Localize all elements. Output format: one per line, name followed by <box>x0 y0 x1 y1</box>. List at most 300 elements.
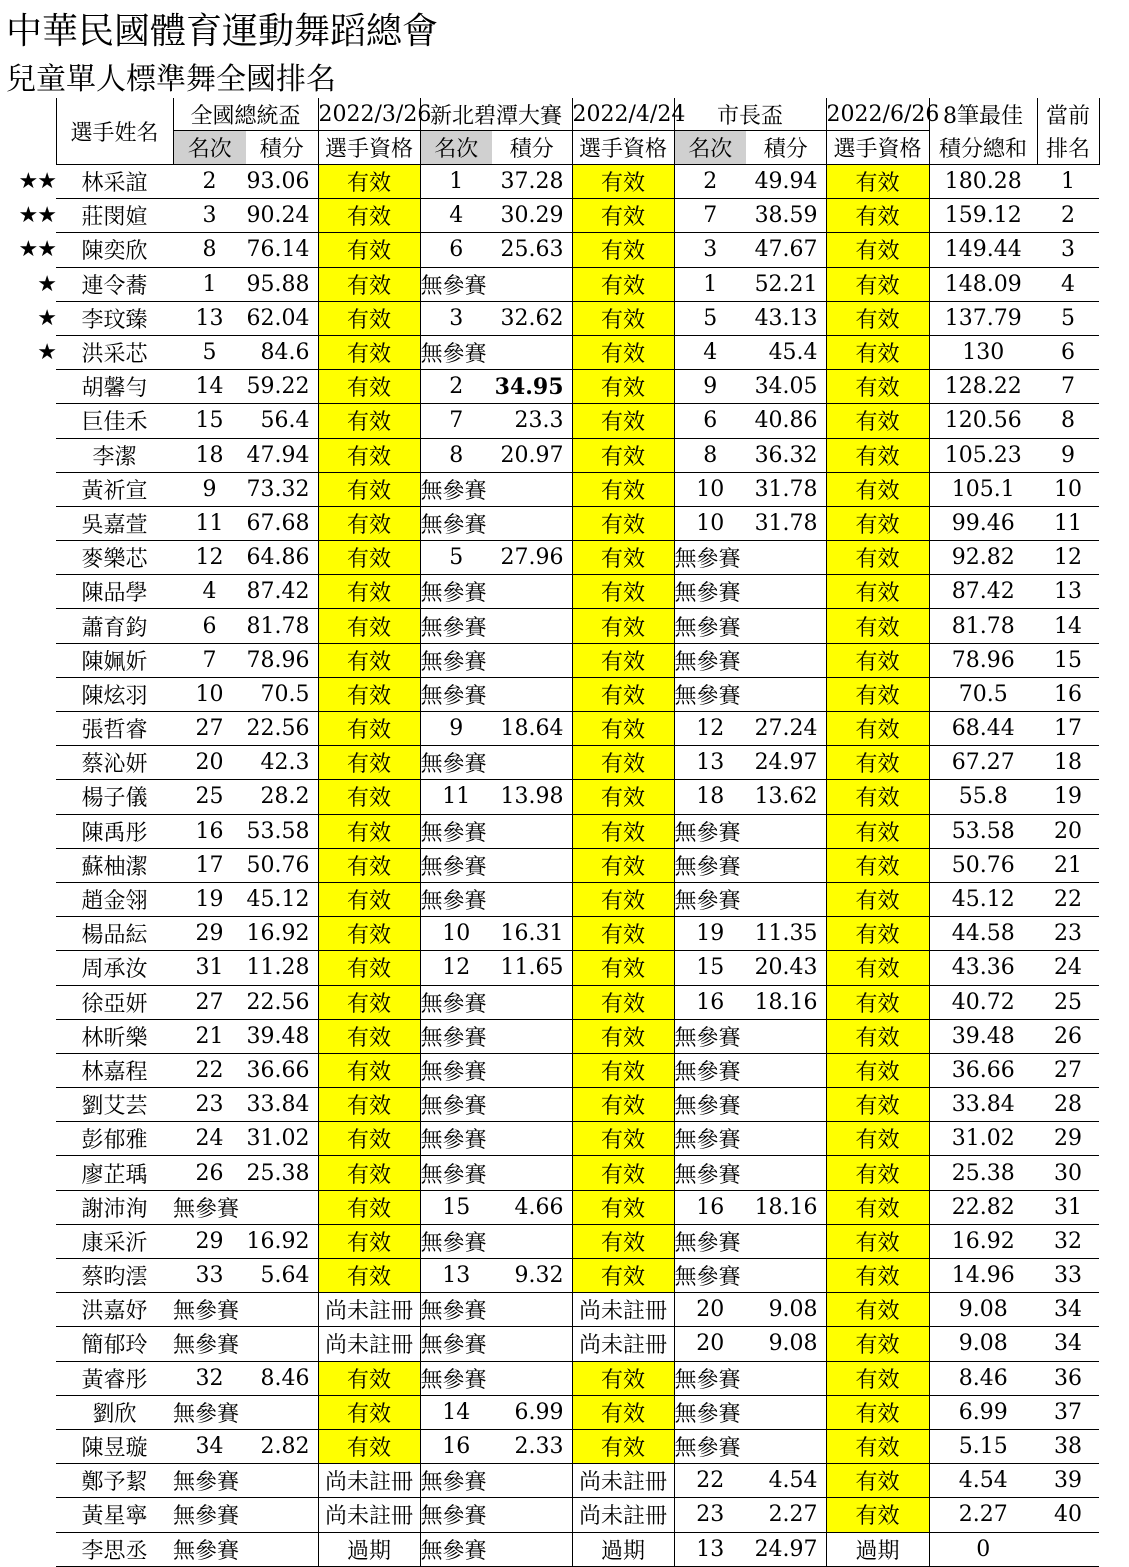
place-1: 26 <box>173 1156 246 1190</box>
status-2: 有效 <box>572 1429 674 1463</box>
player-name: 劉欣 <box>56 1395 173 1429</box>
points-2 <box>492 575 572 609</box>
total-points: 14.96 <box>929 1259 1037 1293</box>
place-3: 20 <box>674 1327 746 1361</box>
points-3 <box>746 1224 826 1258</box>
points-3 <box>746 575 826 609</box>
player-name: 洪采芯 <box>56 335 173 369</box>
current-header: 當前 <box>1037 98 1099 131</box>
total-points: 87.42 <box>929 575 1037 609</box>
points-3: 24.97 <box>746 1532 826 1566</box>
player-name: 陳禹彤 <box>56 814 173 848</box>
place-1: 18 <box>173 438 246 472</box>
player-name: 廖芷瑀 <box>56 1156 173 1190</box>
total-points: 105.23 <box>929 438 1037 472</box>
status-2: 有效 <box>572 267 674 301</box>
place-2: 無參賽 <box>420 609 492 643</box>
player-name: 陳炫羽 <box>56 677 173 711</box>
event1-header: 全國總統盃 <box>173 98 318 131</box>
points-2 <box>492 643 572 677</box>
star-marker <box>0 780 56 814</box>
place-1: 6 <box>173 609 246 643</box>
points-3: 52.21 <box>746 267 826 301</box>
star-marker <box>0 370 56 404</box>
place2-header: 名次 <box>420 131 492 165</box>
status-3: 有效 <box>826 1327 929 1361</box>
points-2: 2.33 <box>492 1429 572 1463</box>
star-marker: ★★ <box>18 203 56 229</box>
place-3: 無參賽 <box>674 1224 746 1258</box>
status-2: 有效 <box>572 1361 674 1395</box>
table-row <box>0 746 1099 780</box>
points-3: 24.97 <box>746 746 826 780</box>
place-2: 無參賽 <box>420 506 492 540</box>
place-3: 無參賽 <box>674 609 746 643</box>
points-3: 11.35 <box>746 917 826 951</box>
place-1: 23 <box>173 1088 246 1122</box>
points-2 <box>492 882 572 916</box>
points-2 <box>492 267 572 301</box>
status-1: 有效 <box>318 404 420 438</box>
total-points: 8.46 <box>929 1361 1037 1395</box>
place-1: 16 <box>173 814 246 848</box>
place3-header: 名次 <box>674 131 746 165</box>
table-row <box>0 233 1099 267</box>
place-1: 31 <box>173 951 246 985</box>
place-3: 無參賽 <box>674 1395 746 1429</box>
status-3: 有效 <box>826 370 929 404</box>
points-3: 18.16 <box>746 985 826 1019</box>
star-marker <box>0 1498 56 1532</box>
status-1: 有效 <box>318 951 420 985</box>
total-points: 2.27 <box>929 1498 1037 1532</box>
table-row <box>0 917 1099 951</box>
place-2: 8 <box>420 438 492 472</box>
place-1: 22 <box>173 1053 246 1087</box>
place-1: 無參賽 <box>173 1395 246 1429</box>
points-3 <box>746 1259 826 1293</box>
place-1: 11 <box>173 506 246 540</box>
points-3: 36.32 <box>746 438 826 472</box>
place-2: 15 <box>420 1190 492 1224</box>
status-2: 有效 <box>572 575 674 609</box>
star-marker: ★★ <box>18 169 56 195</box>
points-3: 49.94 <box>746 165 826 199</box>
place-3: 無參賽 <box>674 1259 746 1293</box>
total-points: 137.79 <box>929 301 1037 335</box>
place-2: 無參賽 <box>420 848 492 882</box>
table-row <box>0 814 1099 848</box>
current-rank: 8 <box>1037 404 1099 438</box>
place-3: 18 <box>674 780 746 814</box>
status-3: 有效 <box>826 233 929 267</box>
current-rank: 5 <box>1037 301 1099 335</box>
star-marker: ★ <box>37 271 56 297</box>
current-rank: 12 <box>1037 541 1099 575</box>
points-2 <box>492 1019 572 1053</box>
player-name: 麥樂芯 <box>56 541 173 575</box>
star-marker <box>0 917 56 951</box>
status-3: 有效 <box>826 1259 929 1293</box>
status-1: 有效 <box>318 438 420 472</box>
current-rank: 4 <box>1037 267 1099 301</box>
place-2: 11 <box>420 780 492 814</box>
place-2: 無參賽 <box>420 985 492 1019</box>
table-row <box>0 609 1099 643</box>
status-3: 有效 <box>826 882 929 916</box>
player-name: 巨佳禾 <box>56 404 173 438</box>
place-1: 21 <box>173 1019 246 1053</box>
points-2: 18.64 <box>492 712 572 746</box>
table-row <box>0 951 1099 985</box>
place-1: 19 <box>173 882 246 916</box>
player-name: 蔡昀澐 <box>56 1259 173 1293</box>
points-2 <box>492 1053 572 1087</box>
points-1: 45.12 <box>246 882 318 916</box>
place-3: 6 <box>674 404 746 438</box>
points-3 <box>746 643 826 677</box>
table-row <box>0 1498 1099 1532</box>
current-rank: 21 <box>1037 848 1099 882</box>
place-1: 25 <box>173 780 246 814</box>
points-3 <box>746 1122 826 1156</box>
points-1: 62.04 <box>246 301 318 335</box>
status-1: 有效 <box>318 370 420 404</box>
star-marker <box>0 951 56 985</box>
best2-header: 積分總和 <box>929 131 1037 165</box>
current-rank: 6 <box>1037 335 1099 369</box>
points-2 <box>492 1156 572 1190</box>
total-points: 92.82 <box>929 541 1037 575</box>
star-marker <box>0 985 56 1019</box>
points-2: 23.3 <box>492 404 572 438</box>
total-points: 148.09 <box>929 267 1037 301</box>
points-2 <box>492 985 572 1019</box>
place-2: 無參賽 <box>420 643 492 677</box>
status-3: 有效 <box>826 575 929 609</box>
status-1: 有效 <box>318 233 420 267</box>
points-2 <box>492 1361 572 1395</box>
player-name: 謝沛洵 <box>56 1190 173 1224</box>
ranking-table <box>0 98 1100 1567</box>
player-name: 徐亞妍 <box>56 985 173 1019</box>
place-2: 無參賽 <box>420 1122 492 1156</box>
status-2: 有效 <box>572 1053 674 1087</box>
points-3: 4.54 <box>746 1464 826 1498</box>
total-points: 149.44 <box>929 233 1037 267</box>
points-1: 78.96 <box>246 643 318 677</box>
table-row <box>0 506 1099 540</box>
status-3: 有效 <box>826 1498 929 1532</box>
points-2 <box>492 1088 572 1122</box>
place-2: 無參賽 <box>420 1361 492 1395</box>
star-marker <box>0 1429 56 1463</box>
points-1 <box>246 1498 318 1532</box>
name-header: 選手姓名 <box>56 98 173 165</box>
status-3: 有效 <box>826 1053 929 1087</box>
table-row <box>0 1053 1099 1087</box>
points-3: 43.13 <box>746 301 826 335</box>
status-2: 有效 <box>572 848 674 882</box>
points-1: 42.3 <box>246 746 318 780</box>
place-1: 無參賽 <box>173 1327 246 1361</box>
table-row <box>0 1327 1099 1361</box>
current-rank: 26 <box>1037 1019 1099 1053</box>
status-2: 有效 <box>572 882 674 916</box>
place-2: 16 <box>420 1429 492 1463</box>
status-1: 有效 <box>318 301 420 335</box>
current-rank: 22 <box>1037 882 1099 916</box>
place-2: 14 <box>420 1395 492 1429</box>
current-rank: 3 <box>1037 233 1099 267</box>
table-row <box>0 301 1099 335</box>
status-2: 有效 <box>572 677 674 711</box>
status-3: 有效 <box>826 780 929 814</box>
status-2: 尚未註冊 <box>572 1464 674 1498</box>
points-1: 31.02 <box>246 1122 318 1156</box>
place-2: 無參賽 <box>420 1053 492 1087</box>
status-1: 有效 <box>318 712 420 746</box>
status-1: 有效 <box>318 575 420 609</box>
total-points: 36.66 <box>929 1053 1037 1087</box>
status-1: 有效 <box>318 985 420 1019</box>
current-rank: 27 <box>1037 1053 1099 1087</box>
place-3: 16 <box>674 985 746 1019</box>
status-1: 有效 <box>318 848 420 882</box>
status-2: 有效 <box>572 506 674 540</box>
status-3: 有效 <box>826 1156 929 1190</box>
points-2: 6.99 <box>492 1395 572 1429</box>
place-3: 19 <box>674 917 746 951</box>
place-2: 無參賽 <box>420 1498 492 1532</box>
star-marker <box>0 677 56 711</box>
place-3: 7 <box>674 199 746 233</box>
points2-header: 積分 <box>492 131 572 165</box>
place-2: 7 <box>420 404 492 438</box>
place-3: 20 <box>674 1293 746 1327</box>
status-3: 有效 <box>826 1429 929 1463</box>
place-2: 無參賽 <box>420 1088 492 1122</box>
place-2: 無參賽 <box>420 746 492 780</box>
place-2: 無參賽 <box>420 677 492 711</box>
player-name: 楊子儀 <box>56 780 173 814</box>
place-2: 無參賽 <box>420 472 492 506</box>
status-1: 有效 <box>318 1361 420 1395</box>
star-marker <box>0 575 56 609</box>
status-2: 有效 <box>572 1259 674 1293</box>
current-rank: 11 <box>1037 506 1099 540</box>
points-1: 73.32 <box>246 472 318 506</box>
points-3: 31.78 <box>746 506 826 540</box>
points-1 <box>246 1293 318 1327</box>
total-points: 128.22 <box>929 370 1037 404</box>
points-1: 5.64 <box>246 1259 318 1293</box>
status-3: 有效 <box>826 1190 929 1224</box>
points-3: 27.24 <box>746 712 826 746</box>
place-3: 22 <box>674 1464 746 1498</box>
star-marker <box>0 1361 56 1395</box>
status-2: 有效 <box>572 643 674 677</box>
points-2 <box>492 1122 572 1156</box>
place-1: 1 <box>173 267 246 301</box>
points-2: 34.95 <box>492 370 572 404</box>
player-name: 周承汝 <box>56 951 173 985</box>
star-marker <box>0 609 56 643</box>
table-row <box>0 404 1099 438</box>
points-3: 38.59 <box>746 199 826 233</box>
points-1: 47.94 <box>246 438 318 472</box>
points-1: 64.86 <box>246 541 318 575</box>
current-rank: 20 <box>1037 814 1099 848</box>
status-1: 有效 <box>318 643 420 677</box>
table-row <box>0 1156 1099 1190</box>
table-row <box>0 712 1099 746</box>
points-3: 20.43 <box>746 951 826 985</box>
table-row <box>0 1122 1099 1156</box>
status-2: 有效 <box>572 1156 674 1190</box>
points-2 <box>492 1498 572 1532</box>
table-row <box>0 199 1099 233</box>
place-1: 5 <box>173 335 246 369</box>
status-2: 有效 <box>572 814 674 848</box>
points-2: 27.96 <box>492 541 572 575</box>
event3-header: 市長盃 <box>674 98 826 131</box>
points-2 <box>492 1532 572 1566</box>
current-rank: 9 <box>1037 438 1099 472</box>
player-name: 簡郁玲 <box>56 1327 173 1361</box>
points-3 <box>746 1429 826 1463</box>
status-2: 過期 <box>572 1532 674 1566</box>
status-1: 有效 <box>318 472 420 506</box>
place-3: 無參賽 <box>674 1122 746 1156</box>
points-3: 9.08 <box>746 1327 826 1361</box>
points-2: 20.97 <box>492 438 572 472</box>
status2-header: 選手資格 <box>572 131 674 165</box>
star-marker <box>0 1259 56 1293</box>
player-name: 李思丞 <box>56 1532 173 1566</box>
points-2: 30.29 <box>492 199 572 233</box>
status-3: 有效 <box>826 643 929 677</box>
status-3: 有效 <box>826 848 929 882</box>
current-rank: 23 <box>1037 917 1099 951</box>
points-3 <box>746 1156 826 1190</box>
place-1: 27 <box>173 712 246 746</box>
table-row <box>0 848 1099 882</box>
points-3 <box>746 882 826 916</box>
current-rank: 31 <box>1037 1190 1099 1224</box>
points-2: 11.65 <box>492 951 572 985</box>
place-1: 無參賽 <box>173 1293 246 1327</box>
status-1: 有效 <box>318 1053 420 1087</box>
place-3: 無參賽 <box>674 541 746 575</box>
place-1: 13 <box>173 301 246 335</box>
player-name: 楊品紜 <box>56 917 173 951</box>
status-2: 有效 <box>572 335 674 369</box>
points-1: 28.2 <box>246 780 318 814</box>
status-2: 尚未註冊 <box>572 1293 674 1327</box>
status-3: 有效 <box>826 985 929 1019</box>
star-marker <box>0 1053 56 1087</box>
place-2: 無參賽 <box>420 335 492 369</box>
place-2: 1 <box>420 165 492 199</box>
page-title: 中華民國體育運動舞蹈總會 <box>6 11 439 52</box>
status-2: 有效 <box>572 438 674 472</box>
points-1: 22.56 <box>246 712 318 746</box>
points-3 <box>746 609 826 643</box>
place-2: 無參賽 <box>420 1327 492 1361</box>
star-marker <box>0 1122 56 1156</box>
points-1: 70.5 <box>246 677 318 711</box>
place-3: 16 <box>674 1190 746 1224</box>
place-1: 14 <box>173 370 246 404</box>
place-1: 15 <box>173 404 246 438</box>
points-1: 22.56 <box>246 985 318 1019</box>
status-1: 有效 <box>318 814 420 848</box>
table-row <box>0 165 1099 199</box>
status-1: 尚未註冊 <box>318 1293 420 1327</box>
total-points: 81.78 <box>929 609 1037 643</box>
current-rank: 36 <box>1037 1361 1099 1395</box>
status-1: 有效 <box>318 506 420 540</box>
star-marker <box>0 1293 56 1327</box>
status-1: 有效 <box>318 199 420 233</box>
place-1: 27 <box>173 985 246 1019</box>
current-rank: 29 <box>1037 1122 1099 1156</box>
points-1 <box>246 1532 318 1566</box>
total-points: 5.15 <box>929 1429 1037 1463</box>
status-3: 有效 <box>826 506 929 540</box>
points-2 <box>492 609 572 643</box>
points-2 <box>492 1224 572 1258</box>
points-3: 34.05 <box>746 370 826 404</box>
points-1: 56.4 <box>246 404 318 438</box>
current-rank: 39 <box>1037 1464 1099 1498</box>
star-marker <box>0 1190 56 1224</box>
star-marker: ★ <box>37 305 56 331</box>
points-3 <box>746 1019 826 1053</box>
points-3: 18.16 <box>746 1190 826 1224</box>
points-2 <box>492 677 572 711</box>
place-2: 無參賽 <box>420 267 492 301</box>
points-3 <box>746 848 826 882</box>
points-3: 2.27 <box>746 1498 826 1532</box>
date1-header: 2022/3/26 <box>318 98 420 131</box>
place-2: 無參賽 <box>420 1293 492 1327</box>
points-1 <box>246 1395 318 1429</box>
place-3: 10 <box>674 472 746 506</box>
points-1: 16.92 <box>246 917 318 951</box>
player-name: 林昕樂 <box>56 1019 173 1053</box>
points-3 <box>746 1361 826 1395</box>
current2-header: 排名 <box>1037 131 1099 165</box>
status-3: 有效 <box>826 404 929 438</box>
star-marker <box>0 1019 56 1053</box>
total-points: 50.76 <box>929 848 1037 882</box>
status-2: 尚未註冊 <box>572 1498 674 1532</box>
table-row <box>0 370 1099 404</box>
player-name: 陳昱璇 <box>56 1429 173 1463</box>
status-1: 有效 <box>318 335 420 369</box>
points-2 <box>492 848 572 882</box>
place-3: 10 <box>674 506 746 540</box>
table-row <box>0 1088 1099 1122</box>
place-1: 2 <box>173 165 246 199</box>
points-3 <box>746 814 826 848</box>
current-rank: 25 <box>1037 985 1099 1019</box>
player-name: 莊閔媗 <box>56 199 173 233</box>
header-row-1 <box>0 98 1099 131</box>
star-marker <box>0 438 56 472</box>
